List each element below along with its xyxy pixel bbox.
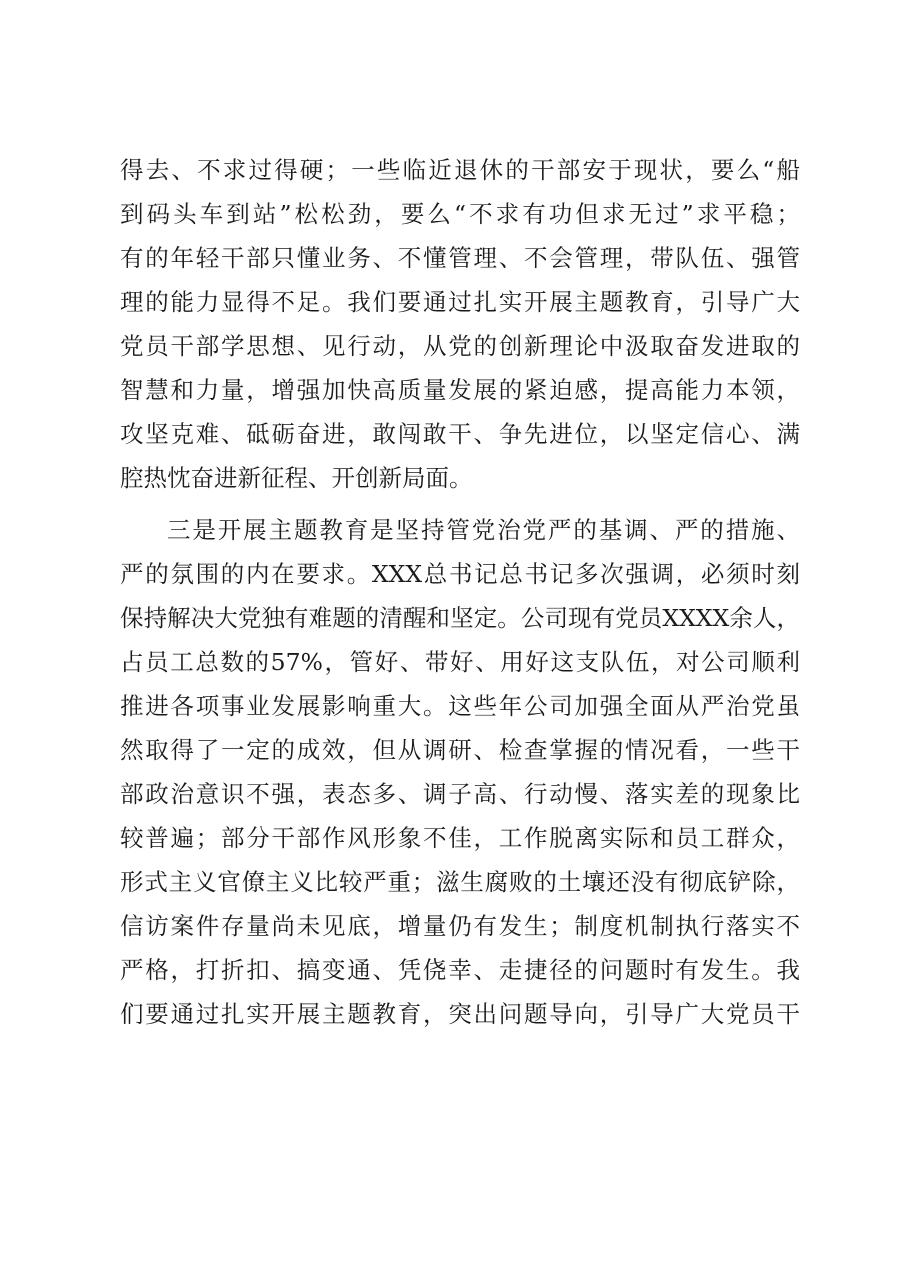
text-line: 较普遍；部分干部作风形象不佳，工作脱离实际和员工群众，	[120, 824, 800, 852]
text-line: 严格，打折扣、搞变通、凭侥幸、走捷径的问题时有发生。我	[120, 956, 800, 984]
text-line: 三是开展主题教育是坚持管党治党严的基调、严的措施、	[167, 516, 800, 544]
text-line: 占员工总数的57%，管好、带好、用好这支队伍，对公司顺利	[120, 648, 800, 676]
text-line: 党员干部学思想、见行动，从党的创新理论中汲取奋发进取的	[120, 332, 800, 360]
paragraph-spacing	[120, 500, 800, 508]
document-body	[120, 148, 800, 1036]
text-line: 然取得了一定的成效，但从调研、检查掌握的情况看，一些干	[120, 736, 800, 764]
text-line: 得去、不求过得硬；一些临近退休的干部安于现状，要么“船	[120, 156, 800, 184]
text-line: 信访案件存量尚未见底，增量仍有发生；制度机制执行落实不	[120, 912, 800, 940]
text-line: 攻坚克难、砥砺奋进，敢闯敢干、争先进位，以坚定信心、满	[120, 420, 800, 448]
text-line: 们要通过扎实开展主题教育，突出问题导向，引导广大党员干	[120, 1000, 800, 1028]
text-line: 有的年轻干部只懂业务、不懂管理、不会管理，带队伍、强管	[120, 244, 800, 272]
text-line: 严的氛围的内在要求。XXX总书记总书记多次强调，必须时刻	[120, 560, 800, 588]
text-line: 部政治意识不强，表态多、调子高、行动慢、落实差的现象比	[120, 780, 800, 808]
paragraph	[120, 148, 800, 500]
text-line: 保持解决大党独有难题的清醒和坚定。公司现有党员XXXX余人，	[120, 604, 800, 632]
text-line: 形式主义官僚主义比较严重；滋生腐败的土壤还没有彻底铲除，	[120, 868, 800, 896]
text-line: 腔热忱奋进新征程、开创新局面。	[120, 464, 473, 492]
text-line: 理的能力显得不足。我们要通过扎实开展主题教育，引导广大	[120, 288, 800, 316]
text-line: 智慧和力量，增强加快高质量发展的紧迫感，提高能力本领，	[120, 376, 800, 404]
text-line: 到码头车到站”松松劲，要么“不求有功但求无过”求平稳；	[120, 200, 800, 228]
paragraph	[120, 508, 800, 1036]
text-line: 推进各项事业发展影响重大。这些年公司加强全面从严治党虽	[120, 692, 800, 720]
